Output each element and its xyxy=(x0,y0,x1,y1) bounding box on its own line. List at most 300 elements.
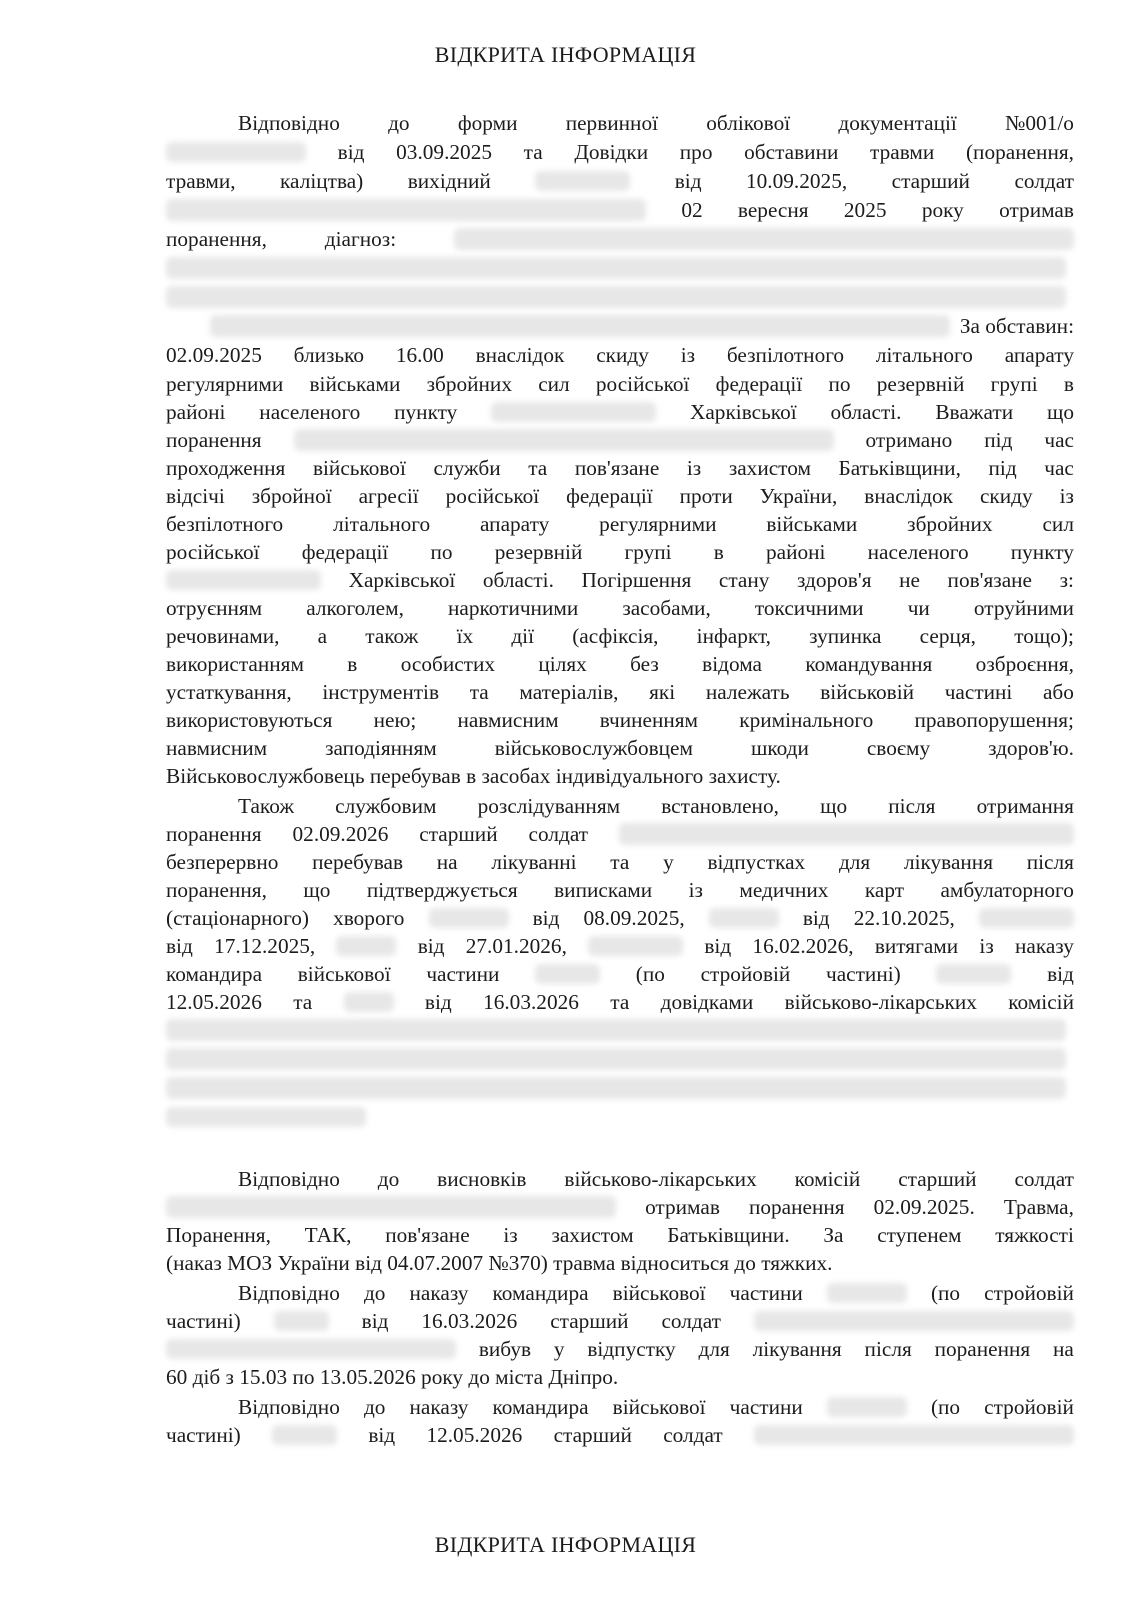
text-segment: військами xyxy=(766,512,858,536)
text-segment: кримінального xyxy=(739,708,874,732)
text-segment: та xyxy=(523,140,543,164)
text-segment: по xyxy=(828,372,851,396)
text-segment: сил xyxy=(1042,512,1074,536)
text-segment: поранення xyxy=(166,822,262,846)
text-segment: України, xyxy=(759,484,838,508)
text-segment: чи xyxy=(907,596,930,620)
text-line xyxy=(238,1279,1074,1307)
text-segment: діагноз: xyxy=(324,227,397,251)
text-segment: збройних xyxy=(426,372,512,396)
text-segment: серця, xyxy=(919,624,976,648)
redacted-text xyxy=(166,570,321,590)
text-segment: від xyxy=(361,1309,389,1333)
text-segment: до xyxy=(377,1167,400,1191)
text-segment: старший xyxy=(898,1167,977,1191)
text-segment: із xyxy=(680,343,696,367)
text-segment: зупинка xyxy=(809,624,882,648)
text-segment: скиду xyxy=(979,484,1033,508)
text-segment: населеного xyxy=(259,400,361,424)
text-segment: про xyxy=(679,140,713,164)
text-segment: літального xyxy=(875,343,973,367)
text-segment: пов'язане xyxy=(385,1223,470,1247)
text-segment: лікування xyxy=(752,1337,842,1361)
text-segment: Відповідно xyxy=(238,1395,340,1419)
text-segment: перебував xyxy=(312,850,404,874)
text-segment: відсічі xyxy=(166,484,225,508)
text-segment: форми xyxy=(457,111,518,135)
text-segment: виписками xyxy=(554,878,653,902)
text-line xyxy=(166,594,1074,622)
text-segment: отримав xyxy=(645,1195,720,1219)
text-segment: року xyxy=(921,198,964,222)
text-line xyxy=(166,622,1074,650)
text-line xyxy=(166,1307,1074,1335)
redacted-text xyxy=(166,1019,1066,1041)
text-segment: збройної xyxy=(251,484,332,508)
text-segment: після xyxy=(864,1337,912,1361)
text-segment: до xyxy=(388,111,410,135)
text-segment: захистом xyxy=(551,1223,634,1247)
text-segment: федерації xyxy=(715,372,803,396)
text-segment: внаслідок xyxy=(475,343,565,367)
text-segment: військово-лікарських xyxy=(784,990,977,1014)
text-segment: використовуються xyxy=(166,708,333,732)
text-segment: належать xyxy=(705,680,790,704)
text-segment: 2025 xyxy=(843,198,887,222)
text-segment: інструментів xyxy=(322,680,440,704)
redacted-text xyxy=(535,964,600,984)
text-segment: що xyxy=(820,794,848,818)
text-segment: старший xyxy=(891,169,970,193)
text-segment: від xyxy=(1047,962,1074,986)
text-segment: (по xyxy=(930,1395,961,1419)
text-segment: безпілотного xyxy=(166,512,284,536)
text-segment: навмисним xyxy=(166,736,268,760)
redacted-text xyxy=(454,228,1074,250)
text-segment: Військовослужбовець перебував в засобах індивідуального захисту. xyxy=(166,764,781,788)
text-line xyxy=(238,792,1074,820)
text-segment: від xyxy=(532,906,560,930)
text-line xyxy=(166,988,1074,1016)
redacted-text xyxy=(166,257,1066,279)
text-segment: (асфіксія, xyxy=(572,624,659,648)
text-segment: Травма, xyxy=(1003,1195,1074,1219)
text-segment: від xyxy=(166,934,193,958)
text-segment: поранення, xyxy=(166,878,267,902)
text-segment: обставини xyxy=(744,140,839,164)
text-segment: особистих xyxy=(400,652,496,676)
text-segment: амбулаторного xyxy=(940,878,1074,902)
redacted-text xyxy=(754,1311,1074,1331)
text-segment: (по xyxy=(930,1281,961,1305)
text-segment: для xyxy=(698,1337,730,1361)
text-segment: від xyxy=(674,169,702,193)
text-segment: області. xyxy=(482,568,554,592)
text-line xyxy=(166,370,1074,398)
text-segment: частині xyxy=(944,680,1013,704)
redacted-text xyxy=(754,1425,1074,1445)
text-segment: збройних xyxy=(907,512,993,536)
text-segment: первинної xyxy=(565,111,659,135)
text-segment: наказу xyxy=(409,1395,469,1419)
text-segment: апарату xyxy=(480,512,550,536)
redacted-text xyxy=(619,823,1074,845)
text-segment: військової xyxy=(612,1281,706,1305)
text-line xyxy=(166,1045,1074,1073)
redacted-text xyxy=(936,964,1011,984)
text-segment: здоров'ю. xyxy=(988,736,1074,760)
text-segment: карт xyxy=(864,878,905,902)
text-segment: командира xyxy=(166,962,263,986)
text-line xyxy=(166,904,1074,932)
text-segment: поранення xyxy=(934,1337,1031,1361)
text-segment: час xyxy=(1044,456,1074,480)
text-segment: стройовій xyxy=(984,1395,1074,1419)
text-segment: старший xyxy=(419,822,498,846)
text-segment: що xyxy=(303,878,331,902)
redacted-text xyxy=(979,908,1074,928)
text-line xyxy=(166,167,1074,195)
text-segment: частині) xyxy=(166,1423,241,1447)
text-segment: старший xyxy=(553,1423,632,1447)
text-segment: військової xyxy=(297,962,391,986)
redacted-text xyxy=(294,429,834,451)
text-segment: внаслідок xyxy=(864,484,954,508)
text-segment: під xyxy=(984,428,1013,452)
text-segment: хворого xyxy=(333,906,405,930)
redacted-text xyxy=(166,199,646,221)
page-footer: ВІДКРИТА ІНФОРМАЦІЯ xyxy=(434,1532,697,1557)
text-segment: російської xyxy=(445,484,540,508)
text-segment: в xyxy=(713,540,724,564)
text-segment: отримання xyxy=(976,794,1074,818)
text-segment: комісій xyxy=(1008,990,1074,1014)
text-segment: у xyxy=(663,850,674,874)
text-segment: проти xyxy=(679,484,733,508)
text-segment: не xyxy=(899,568,920,592)
text-segment: регулярними xyxy=(599,512,717,536)
redacted-text xyxy=(429,908,509,928)
text-segment: розслідуванням xyxy=(477,794,621,818)
text-line xyxy=(238,1165,1074,1193)
text-line xyxy=(166,1335,1074,1363)
text-segment: висновків xyxy=(437,1167,527,1191)
text-segment: отруєнням xyxy=(166,596,263,620)
text-segment: Харківської xyxy=(689,400,797,424)
text-segment: стройовій xyxy=(700,962,791,986)
text-line xyxy=(166,876,1074,904)
text-line xyxy=(166,482,1074,510)
text-segment: від xyxy=(802,906,830,930)
text-segment: 02.09.2026 xyxy=(292,822,389,846)
text-line xyxy=(166,678,1074,706)
text-segment: пункту xyxy=(394,400,458,424)
text-line xyxy=(166,398,1074,426)
text-segment: від xyxy=(417,934,445,958)
text-segment: травми xyxy=(870,140,935,164)
text-segment: пов'язане xyxy=(947,568,1032,592)
text-segment: сил xyxy=(538,372,570,396)
text-segment: російської xyxy=(166,540,260,564)
text-segment: військово-лікарських xyxy=(564,1167,757,1191)
text-segment: (наказ МОЗ України від 04.07.2007 №370) травма відноситься до тяжких. xyxy=(166,1251,833,1275)
text-segment: №001/о xyxy=(1005,111,1074,135)
text-segment: федерації xyxy=(301,540,389,564)
text-segment: медичних xyxy=(739,878,829,902)
text-line xyxy=(166,1221,1074,1249)
text-segment: старший xyxy=(550,1309,629,1333)
text-segment: комісій xyxy=(794,1167,861,1191)
text-segment: також xyxy=(365,624,419,648)
text-line xyxy=(166,225,1074,253)
text-segment: із xyxy=(503,1223,518,1247)
text-segment: та xyxy=(610,850,630,874)
text-segment: області. xyxy=(830,400,902,424)
text-segment: військової xyxy=(612,1395,706,1419)
redacted-text xyxy=(210,315,950,337)
text-segment: командира xyxy=(492,1281,589,1305)
text-segment: регулярними xyxy=(166,372,284,396)
text-segment: федерації xyxy=(566,484,653,508)
text-line xyxy=(166,1363,1074,1391)
text-line xyxy=(166,138,1074,166)
text-segment: групі xyxy=(990,372,1038,396)
text-segment: За xyxy=(823,1223,844,1247)
text-segment: 16.03.2026 xyxy=(421,1309,518,1333)
text-segment: російської xyxy=(595,372,690,396)
text-segment: правопорушення; xyxy=(914,708,1074,732)
text-segment: захистом xyxy=(728,456,811,480)
text-line xyxy=(166,960,1074,988)
text-segment: 12.05.2026 xyxy=(166,990,262,1014)
text-segment: 12.05.2026 xyxy=(426,1423,523,1447)
text-segment: токсичними xyxy=(754,596,864,620)
redacted-text xyxy=(166,142,306,162)
text-segment: в xyxy=(1063,372,1074,396)
text-segment: 17.12.2025, xyxy=(214,934,316,958)
text-segment: пункту xyxy=(1010,540,1074,564)
text-line xyxy=(166,1016,1074,1044)
redacted-text xyxy=(166,286,1066,308)
text-segment: резервній xyxy=(876,372,965,396)
text-segment: 10.09.2025, xyxy=(746,169,848,193)
text-segment: устаткування, xyxy=(166,680,292,704)
text-segment: відпустках xyxy=(707,850,806,874)
text-segment: апарату xyxy=(1004,343,1074,367)
text-segment: Відповідно xyxy=(238,1167,340,1191)
text-segment: 02.09.2025. xyxy=(873,1195,975,1219)
text-segment: ступенем xyxy=(877,1223,962,1247)
text-segment: командування xyxy=(805,652,933,676)
text-segment: отримано xyxy=(865,428,953,452)
text-line xyxy=(166,1074,1074,1102)
text-line xyxy=(166,341,1074,369)
text-segment: солдат xyxy=(528,822,589,846)
text-segment: тощо); xyxy=(1014,624,1074,648)
text-segment: частини xyxy=(729,1395,803,1419)
text-line xyxy=(166,196,1074,224)
text-segment: близько xyxy=(293,343,365,367)
text-segment: каліцтва) xyxy=(280,169,364,193)
text-segment: від xyxy=(704,934,732,958)
text-segment: використанням xyxy=(166,652,304,676)
text-segment: лікуванні xyxy=(491,850,577,874)
text-segment: частини xyxy=(426,962,500,986)
text-segment: Батьківщини. xyxy=(667,1223,790,1247)
text-segment: алкоголем, xyxy=(306,596,404,620)
text-segment: солдат xyxy=(661,1309,721,1333)
text-segment: районі xyxy=(166,400,226,424)
text-segment: військової xyxy=(312,456,406,480)
text-segment: здоров'я xyxy=(797,568,872,592)
text-segment: після xyxy=(888,794,936,818)
text-segment: та xyxy=(610,990,630,1014)
text-segment: цілях xyxy=(538,652,587,676)
text-segment: навмисним xyxy=(457,708,559,732)
text-segment: довідками xyxy=(660,990,754,1014)
text-segment: Поранення, xyxy=(166,1223,271,1247)
text-segment: інфаркт, xyxy=(696,624,771,648)
text-segment: 02 xyxy=(681,198,703,222)
text-segment: облікової xyxy=(706,111,791,135)
text-line xyxy=(166,510,1074,538)
text-segment: або xyxy=(1042,680,1074,704)
text-segment: стану xyxy=(718,568,770,592)
text-segment: літального xyxy=(333,512,431,536)
redacted-text xyxy=(166,1196,616,1218)
text-segment: з: xyxy=(1059,568,1074,592)
text-segment: на xyxy=(1053,1337,1074,1361)
text-segment: безпілотного xyxy=(726,343,845,367)
text-segment: що xyxy=(1046,400,1074,424)
text-segment: поранення xyxy=(748,1195,845,1219)
text-line xyxy=(166,848,1074,876)
text-segment: від xyxy=(368,1423,396,1447)
text-segment: відома xyxy=(702,652,762,676)
text-line xyxy=(166,538,1074,566)
text-segment: (по xyxy=(635,962,665,986)
text-segment: 16.02.2026, xyxy=(752,934,854,958)
text-segment: (поранення, xyxy=(965,140,1074,164)
text-segment: від xyxy=(337,140,365,164)
text-segment: із xyxy=(1059,484,1074,508)
text-segment: Батьківщини, xyxy=(838,456,961,480)
text-line xyxy=(166,1249,1074,1277)
text-segment: наказу xyxy=(409,1281,469,1305)
text-segment: військами xyxy=(309,372,401,396)
text-line xyxy=(166,566,1074,594)
text-segment: підтверджується xyxy=(366,878,518,902)
text-segment: лікування xyxy=(903,850,993,874)
text-segment: в xyxy=(347,652,358,676)
text-segment: та xyxy=(469,680,489,704)
text-segment: нею; xyxy=(373,708,417,732)
text-segment: солдат xyxy=(663,1423,723,1447)
text-segment: речовинами, xyxy=(166,624,280,648)
text-line xyxy=(166,762,1074,790)
text-line xyxy=(166,1193,1074,1221)
text-segment: озброєння, xyxy=(975,652,1074,676)
text-segment: Погіршення xyxy=(581,568,692,592)
text-segment: вибув xyxy=(478,1337,532,1361)
text-segment: районі xyxy=(765,540,826,564)
text-line xyxy=(166,820,1074,848)
text-segment: тяжкості xyxy=(995,1223,1074,1247)
text-segment: проходження xyxy=(166,456,286,480)
text-segment: агресії xyxy=(358,484,419,508)
text-segment: для xyxy=(838,850,871,874)
redacted-text xyxy=(491,402,656,422)
text-segment: дії xyxy=(511,624,535,648)
text-segment: військовослужбовцем xyxy=(494,736,693,760)
text-line xyxy=(166,706,1074,734)
text-segment: (стаціонарного) xyxy=(166,906,310,930)
text-segment: із xyxy=(979,934,994,958)
text-segment: частини xyxy=(729,1281,803,1305)
text-segment: засобами, xyxy=(622,596,711,620)
text-segment: Також xyxy=(238,794,295,818)
text-segment: скиду xyxy=(596,343,649,367)
text-segment: Вважати xyxy=(935,400,1014,424)
text-line xyxy=(166,312,1074,340)
text-segment: отримав xyxy=(999,198,1074,222)
redacted-text xyxy=(272,1425,337,1445)
text-segment: матеріалів, xyxy=(519,680,619,704)
text-line xyxy=(238,1393,1074,1421)
text-line xyxy=(166,650,1074,678)
text-segment: поранення xyxy=(166,428,262,452)
text-line xyxy=(166,454,1074,482)
text-segment: пов'язане xyxy=(574,456,660,480)
text-segment: витягами xyxy=(874,934,959,958)
text-segment: вихідний xyxy=(407,169,491,193)
text-segment: та xyxy=(528,456,548,480)
redacted-text xyxy=(588,936,683,956)
text-segment: вчиненням xyxy=(599,708,699,732)
redacted-text xyxy=(344,992,394,1012)
text-segment: шкоди xyxy=(750,736,809,760)
text-segment: 27.01.2026, xyxy=(465,934,567,958)
text-segment: до xyxy=(363,1281,386,1305)
text-segment: 02.09.2025 xyxy=(166,343,262,367)
text-segment: після xyxy=(1026,850,1074,874)
text-segment: із xyxy=(688,878,703,902)
text-segment: вересня xyxy=(737,198,809,222)
text-segment: які xyxy=(649,680,676,704)
text-segment: безперервно xyxy=(166,850,279,874)
text-segment: під xyxy=(988,456,1017,480)
text-segment: частині) xyxy=(826,962,901,986)
text-segment: заподіянням xyxy=(325,736,437,760)
redacted-text xyxy=(535,171,630,191)
text-segment: Відповідно xyxy=(238,1281,340,1305)
text-segment: Довідки xyxy=(574,140,649,164)
text-segment: 22.10.2025, xyxy=(853,906,955,930)
text-segment: а xyxy=(317,624,328,648)
text-segment: від xyxy=(424,990,452,1014)
text-line xyxy=(166,1103,1074,1131)
text-line xyxy=(238,109,1074,137)
text-segment: із xyxy=(686,456,702,480)
text-segment: військовій xyxy=(820,680,915,704)
text-segment: 03.09.2025 xyxy=(396,140,492,164)
text-segment: травми, xyxy=(166,169,236,193)
text-segment: на xyxy=(436,850,458,874)
text-segment: Харківської xyxy=(348,568,456,592)
text-segment: 08.09.2025, xyxy=(583,906,685,930)
text-segment: групі xyxy=(624,540,672,564)
text-segment: частині) xyxy=(166,1309,241,1333)
